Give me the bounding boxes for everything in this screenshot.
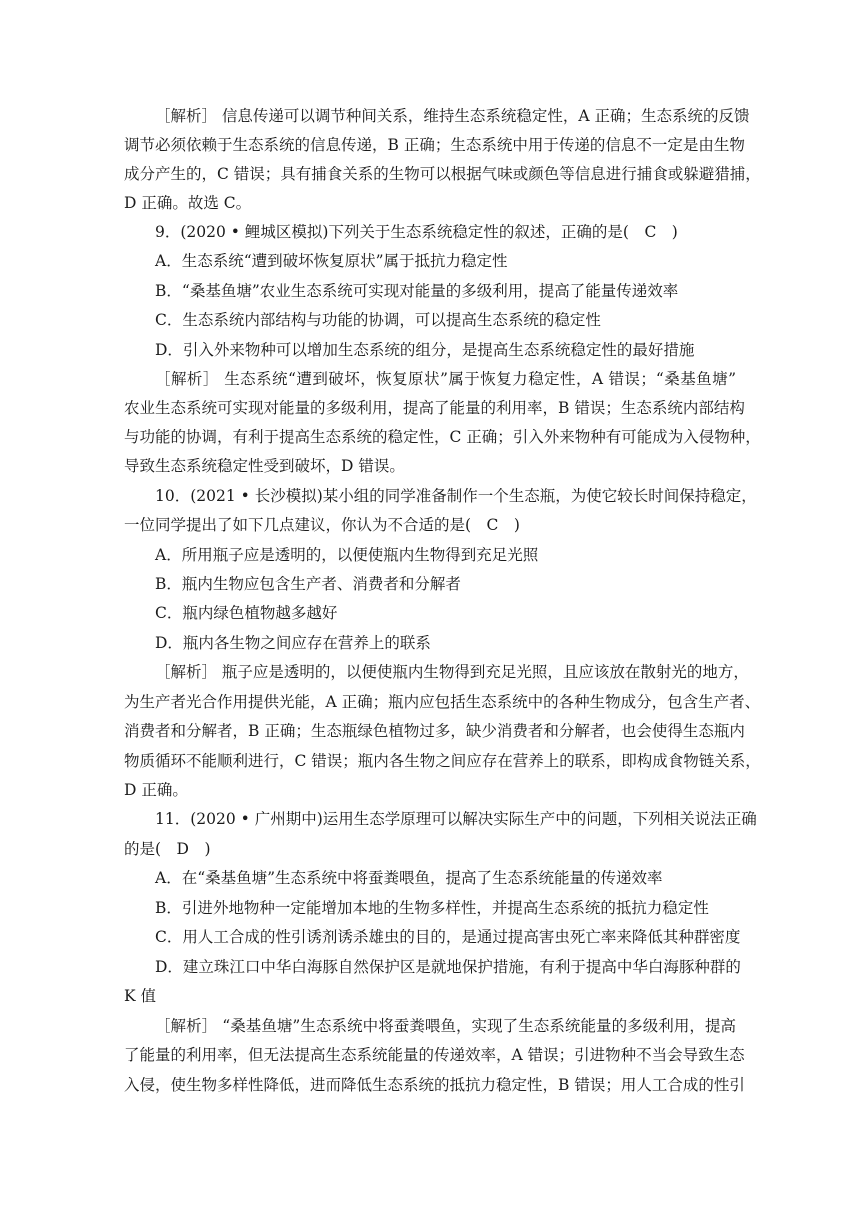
option-d: D．建立珠江口中华白海豚自然保护区是就地保护措施，有利于提高中华白海豚种群的 [155,958,741,976]
text-line: 调节必须依赖于生态系统的信息传递，B 正确；生态系统中用于传递的信息不一定是由生物 [124,136,745,154]
text-line: ［解析］ 瓶子应是透明的，以便使瓶内生物得到充足光照，且应该放在散射光的地方， [155,663,749,681]
option-d: D．引入外来物种可以增加生态系统的组分，是提高生态系统稳定性的最好措施 [155,341,695,359]
text-line: D 正确。 [124,781,188,799]
text-line: 与功能的协调，有利于提高生态系统的稳定性，C 正确；引入外来物种有可能成为入侵物种， [124,428,761,446]
text-line: 入侵，使生物多样性降低，进而降低生态系统的抵抗力稳定性，B 错误；用人工合成的性引 [124,1076,745,1094]
text-line: 物质循环不能顺利进行，C 错误；瓶内各生物之间应存在营养上的联系，即构成食物链关系， [124,752,761,770]
text-line: ［解析］ “桑基鱼塘”生态系统中将蚕粪喂鱼，实现了生态系统能量的多级利用，提高 [155,1017,736,1035]
text-line: 消费者和分解者，B 正确；生态瓶绿色植物过多，缺少消费者和分解者，也会使得生态瓶内 [124,722,745,740]
text-line: ［解析］ 信息传递可以调节种间关系，维持生态系统稳定性，A 正确；生态系统的反馈 [155,107,750,125]
option-a: A．在“桑基鱼塘”生态系统中将蚕粪喂鱼，提高了生态系统能量的传递效率 [155,869,663,887]
text-line: 导致生态系统稳定性受到破坏，D 错误。 [124,457,405,475]
option-a: A．生态系统“遭到破坏恢复原状”属于抵抗力稳定性 [155,252,508,270]
option-d-continued: K 值 [124,987,157,1005]
text-line: D 正确。故选 C。 [124,194,252,212]
option-b: B．引进外地物种一定能增加本地的生物多样性，并提高生态系统的抵抗力稳定性 [155,899,709,917]
text-line: 成分产生的，C 错误；具有捕食关系的生物可以根据气味或颜色等信息进行捕食或躲避猎捕， [124,165,761,183]
option-b: B．瓶内生物应包含生产者、消费者和分解者 [155,575,461,593]
option-d: D．瓶内各生物之间应存在营养上的联系 [155,634,431,652]
text-line: 为生产者光合作用提供光能，A 正确；瓶内应包括生态系统中的各种生物成分，包含生产者、 [124,693,761,711]
question-stem: 11．(2020 • 广州期中)运用生态学原理可以解决实际生产中的问题，下列相关说法正确 [155,810,757,828]
option-b: B．“桑基鱼塘”农业生态系统可实现对能量的多级利用，提高了能量传递效率 [155,282,679,300]
option-c: C．瓶内绿色植物越多越好 [155,604,338,622]
option-a: A．所用瓶子应是透明的，以便使瓶内生物得到充足光照 [155,546,539,564]
text-line: 了能量的利用率，但无法提高生态系统能量的传递效率，A 错误；引进物种不当会导致生态 [124,1046,745,1064]
question-stem: 10．(2021 • 长沙模拟)某小组的同学准备制作一个生态瓶，为使它较长时间保持稳定， [155,487,757,505]
option-c: C．生态系统内部结构与功能的协调，可以提高生态系统的稳定性 [155,311,601,329]
question-stem: 的是( D ) [124,840,211,858]
question-stem: 一位同学提出了如下几点建议，你认为不合适的是( C ) [124,516,520,534]
option-c: C．用人工合成的性引诱剂诱杀雄虫的目的，是通过提高害虫死亡率来降低其种群密度 [155,928,741,946]
text-line: 农业生态系统可实现对能量的多级利用，提高了能量的利用率，B 错误；生态系统内部结构 [124,399,745,417]
question-stem: 9．(2020 • 鲤城区模拟)下列关于生态系统稳定性的叙述，正确的是( C ) [155,223,678,241]
text-line: ［解析］ 生态系统“遭到破坏，恢复原状”属于恢复力稳定性，A 错误；“桑基鱼塘” [155,370,736,388]
